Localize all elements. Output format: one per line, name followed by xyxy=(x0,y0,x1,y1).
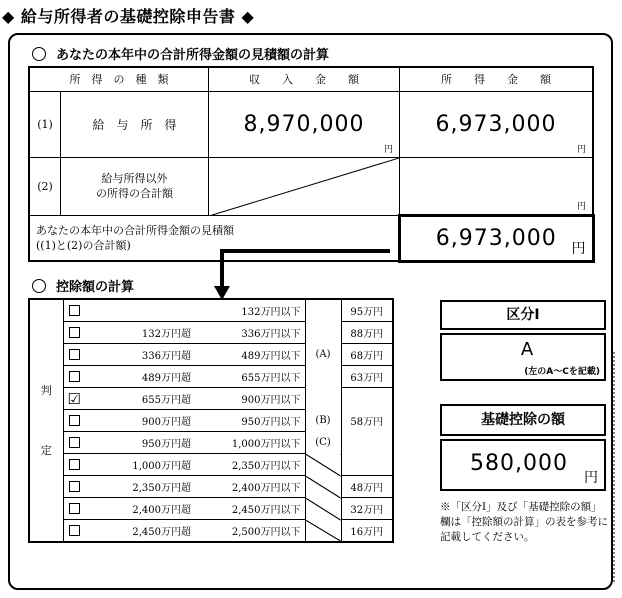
salary-income-cell[interactable] xyxy=(209,91,400,157)
group-label xyxy=(305,388,341,410)
checkbox-cell[interactable] xyxy=(63,476,85,498)
deduction-amount: 48万円 xyxy=(341,476,393,498)
group-label xyxy=(305,498,341,520)
yen-unit: 円 xyxy=(584,470,598,486)
range-from xyxy=(85,299,195,322)
deduction-amount xyxy=(341,454,393,476)
group-label: (C) xyxy=(305,432,341,454)
group-label xyxy=(305,520,341,543)
salary-shotoku-value: 6,973,000 xyxy=(435,111,557,137)
range-from: 132万円超 xyxy=(85,322,195,344)
range-from: 655万円超 xyxy=(85,388,195,410)
section1-heading xyxy=(32,44,329,63)
section2-heading xyxy=(32,276,134,295)
kiso-value: 580,000 xyxy=(470,451,568,476)
deduction-table xyxy=(28,298,394,543)
group-label xyxy=(305,366,341,388)
total-label-line2: ((1)と(2)の合計額) xyxy=(36,238,131,252)
group-label xyxy=(305,322,341,344)
checkbox-icon[interactable] xyxy=(69,481,80,492)
row-num: (1) xyxy=(29,91,61,157)
deduction-row xyxy=(29,366,393,388)
salary-income-value: 8,970,000 xyxy=(243,111,365,137)
dashed-guide xyxy=(612,352,618,582)
range-from: 2,350万円超 xyxy=(85,476,195,498)
group-label xyxy=(305,476,341,498)
checkbox-cell[interactable] xyxy=(63,498,85,520)
total-label-line1: あなたの本年中の合計所得金額の見積額 xyxy=(36,223,234,237)
range-to: 336万円以下 xyxy=(195,322,305,344)
checkbox-icon[interactable] xyxy=(69,305,80,316)
deduction-amount: 68万円 xyxy=(341,344,393,366)
kubun-value: A xyxy=(520,339,534,360)
group-label: (B) xyxy=(305,410,341,432)
kubun-note: (左のA～Cを記載) xyxy=(524,367,600,377)
range-from: 2,450万円超 xyxy=(85,520,195,543)
header-income: 収 入 金 額 xyxy=(209,67,400,91)
deduction-row xyxy=(29,388,393,410)
range-to: 950万円以下 xyxy=(195,410,305,432)
deduction-amount: 58万円 xyxy=(341,410,393,432)
deduction-row xyxy=(29,299,393,322)
checkbox-cell[interactable] xyxy=(63,454,85,476)
row-label-line2: の所得の合計額 xyxy=(96,187,173,200)
range-from: 900万円超 xyxy=(85,410,195,432)
range-from: 1,000万円超 xyxy=(85,454,195,476)
checkbox-icon[interactable] xyxy=(69,459,80,470)
deduction-row xyxy=(29,454,393,476)
range-to: 2,500万円以下 xyxy=(195,520,305,543)
checkbox-cell[interactable] xyxy=(63,322,85,344)
range-to: 2,450万円以下 xyxy=(195,498,305,520)
checkbox-icon[interactable] xyxy=(69,327,80,338)
checkbox-cell[interactable] xyxy=(63,299,85,322)
deduction-row xyxy=(29,344,393,366)
row-num: (2) xyxy=(29,157,61,215)
kubun-label: 区分Ⅰ xyxy=(440,300,606,330)
header-shotoku: 所 得 金 額 xyxy=(400,67,594,91)
side-label-1: 判 xyxy=(40,383,52,397)
range-to: 900万円以下 xyxy=(195,388,305,410)
total-cell[interactable] xyxy=(400,215,594,261)
income-table xyxy=(28,66,595,263)
row-salary xyxy=(29,91,593,157)
checkbox-icon[interactable] xyxy=(69,415,80,426)
range-to: 655万円以下 xyxy=(195,366,305,388)
checkbox-cell[interactable] xyxy=(63,344,85,366)
side-label xyxy=(29,299,63,542)
row-label-line1: 給与所得以外 xyxy=(101,172,168,185)
page-title: ◆ 給与所得者の基礎控除申告書 ◆ xyxy=(2,7,255,26)
section1-heading-text: あなたの本年中の合計所得金額の見積額の計算 xyxy=(56,48,330,63)
group-label: (A) xyxy=(305,344,341,366)
side-label-2: 定 xyxy=(40,443,52,457)
kiso-label: 基礎控除の額 xyxy=(440,404,606,436)
row-label xyxy=(61,157,209,215)
kiso-input[interactable] xyxy=(440,439,606,491)
checkbox-icon[interactable] xyxy=(69,371,80,382)
deduction-amount: 63万円 xyxy=(341,366,393,388)
diagonal-line xyxy=(209,158,399,216)
range-from: 336万円超 xyxy=(85,344,195,366)
range-from: 2,400万円超 xyxy=(85,498,195,520)
deduction-row xyxy=(29,432,393,454)
group-label xyxy=(305,299,341,322)
kubun-input[interactable] xyxy=(440,333,606,381)
other-income-cell xyxy=(209,157,400,215)
yen-unit: 円 xyxy=(576,201,586,212)
deduction-amount: 88万円 xyxy=(341,322,393,344)
deduction-row xyxy=(29,410,393,432)
checkbox-icon[interactable] xyxy=(69,349,80,360)
checkbox-checked-icon[interactable]: ☑ xyxy=(67,389,81,408)
range-to: 2,400万円以下 xyxy=(195,476,305,498)
deduction-row xyxy=(29,322,393,344)
group-label xyxy=(305,454,341,476)
yen-unit: 円 xyxy=(576,144,586,155)
range-to: 1,000万円以下 xyxy=(195,432,305,454)
row-label: 給 与 所 得 xyxy=(61,91,209,157)
deduction-amount: 95万円 xyxy=(341,299,393,322)
deduction-row xyxy=(29,476,393,498)
deduction-amount: 32万円 xyxy=(341,498,393,520)
checkbox-icon[interactable] xyxy=(69,525,80,536)
arrow-connector xyxy=(210,244,392,302)
checkbox-icon[interactable] xyxy=(69,503,80,514)
range-to: 132万円以下 xyxy=(195,299,305,322)
circle-icon xyxy=(32,47,46,61)
range-from: 950万円超 xyxy=(85,432,195,454)
deduction-row xyxy=(29,520,393,543)
total-value: 6,973,000 xyxy=(435,225,557,251)
checkbox-icon[interactable] xyxy=(69,437,80,448)
circle-icon xyxy=(32,279,46,293)
note-text: ※「区分Ⅰ」及び「基礎控除の額」欄は「控除額の計算」の表を参考に記載してください。 xyxy=(440,501,608,543)
range-from: 489万円超 xyxy=(85,366,195,388)
checkbox-cell[interactable] xyxy=(63,520,85,543)
checkbox-cell[interactable] xyxy=(63,366,85,388)
deduction-amount: 16万円 xyxy=(341,520,393,543)
deduction-amount xyxy=(341,388,393,410)
checkbox-cell[interactable] xyxy=(63,388,85,410)
row-other-income xyxy=(29,157,593,215)
range-to: 2,350万円以下 xyxy=(195,454,305,476)
section2-heading-text: 控除額の計算 xyxy=(56,280,135,295)
yen-unit: 円 xyxy=(571,240,586,257)
checkbox-cell[interactable] xyxy=(63,432,85,454)
header-type: 所 得 の 種 類 xyxy=(29,67,209,91)
income-table-header xyxy=(29,67,593,91)
yen-unit: 円 xyxy=(383,144,393,155)
other-shotoku-cell[interactable] xyxy=(400,157,594,215)
deduction-row xyxy=(29,498,393,520)
range-to: 489万円以下 xyxy=(195,344,305,366)
deduction-amount xyxy=(341,432,393,454)
checkbox-cell[interactable] xyxy=(63,410,85,432)
salary-shotoku-cell[interactable] xyxy=(400,91,594,157)
